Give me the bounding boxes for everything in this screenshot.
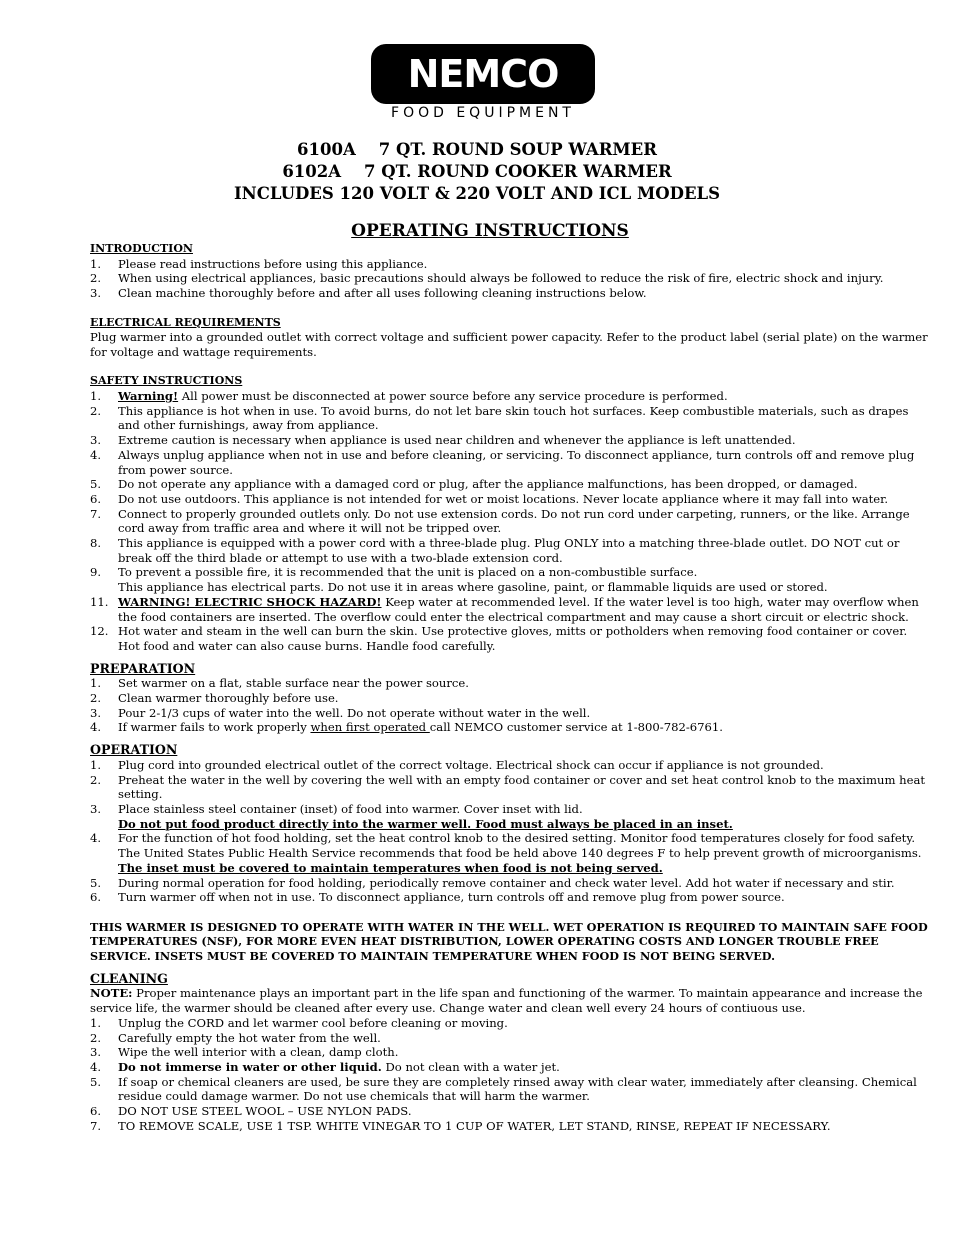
wet-operation-notice: THIS WARMER IS DESIGNED TO OPERATE WITH WATER IN THE WELL. WET OPERATION IS REQUIRED TO MAINTAIN SAFE FOOD TEMPERATURES (NSF), FOR MORE EVEN HEAT DISTRIBUTION, LOWER OPERATING COSTS AND LONGER TROUBLE FREE SERVICE. INSETS MUST BE COVERED TO MAINTAIN TEMPERATURE WHEN FOOD IS NOT BEING SERVED. bbox=[90, 919, 928, 963]
list-item: 6. Do not use outdoors. This appliance is not intended for wet or moist locations. Never locate appliance where it may fall into water. bbox=[90, 491, 889, 506]
list-item: 7. Connect to properly grounded outlets only. Do not use extension cords. Do not run cord under carpeting, runners, or the like. Arrange cord away from traffic area and where it will not be tripped over. bbox=[90, 506, 910, 536]
list-item: 3. Extreme caution is necessary when appliance is used near children and whenever the appliance is left unattended. bbox=[90, 433, 796, 448]
list-item: 2. Preheat the water in the well by covering the well with an empty food container or cover and set heat control knob to the maximum heat setting. bbox=[90, 772, 926, 802]
list-item: 11. WARNING! ELECTRIC SHOCK HAZARD! Keep water at recommended level. If the water level is too high, water may overflow when the food containers are inserted. The overflow could enter the electrical compartment and may cause a short circuit or electric shock. bbox=[90, 594, 919, 624]
page-heading: OPERATING INSTRUCTIONS bbox=[351, 221, 629, 241]
list-item: 1. Plug cord into grounded electrical outlet of the correct voltage. Electrical shock can occur if appliance is not grounded. bbox=[90, 757, 824, 772]
list-item: 2. This appliance is hot when in use. To avoid burns, do not let bare skin touch hot surfaces. Keep combustible materials, such as drapes and other furnishings, away from appliance. bbox=[90, 403, 909, 433]
list-item: 1. Please read instructions before using this appliance. bbox=[90, 256, 428, 271]
list-item: 3. Wipe the well interior with a clean, damp cloth. bbox=[90, 1045, 399, 1060]
introduction-heading: INTRODUCTION bbox=[90, 242, 193, 255]
safety-heading: SAFETY INSTRUCTIONS bbox=[90, 374, 243, 388]
list-item: 2. When using electrical appliances, basic precautions should always be followed to reduce the risk of fire, electric shock and injury. bbox=[90, 271, 884, 286]
safety-list bbox=[90, 389, 928, 654]
list-item: 8. This appliance is equipped with a power cord with a three-blade plug. Plug ONLY into a matching three-blade outlet. DO NOT cut or break off the third blade or attempt to use with a two-blade extension cord. bbox=[90, 536, 900, 565]
title-line-2: 6102A 7 QT. ROUND COOKER WARMER bbox=[282, 162, 672, 181]
list-item: 1. Set warmer on a flat, stable surface near the power source. bbox=[90, 676, 469, 691]
list-item: 5. During normal operation for food holding, periodically remove container and check water level. Add hot water if necessary and stir. bbox=[90, 875, 895, 890]
operation-heading: OPERATION bbox=[90, 742, 178, 758]
cleaning-note: NOTE: Proper maintenance plays an important part in the life span and functioning of the warmer. To maintain appearance and increase the service life, the warmer should be cleaned after every use. Change water and clean well every 24 hours of contiuous use. bbox=[90, 986, 923, 1016]
preparation-list bbox=[90, 676, 928, 735]
electrical-text: Plug warmer into a grounded outlet with correct voltage and sufficient power capacity. Refer to the product label (serial plate) on the warmer for voltage and wattage requirements. bbox=[90, 330, 928, 359]
preparation-heading: PREPARATION bbox=[90, 660, 196, 676]
list-item: 2. Clean warmer thoroughly before use. bbox=[90, 691, 339, 706]
document-body bbox=[90, 242, 928, 1133]
operation-list bbox=[90, 758, 928, 905]
introduction-list bbox=[90, 257, 928, 301]
list-item: 7. TO REMOVE SCALE, USE 1 TSP. WHITE VINEGAR TO 1 CUP OF WATER, LET STAND, RINSE, REPEAT IF NECESSARY. bbox=[90, 1118, 831, 1133]
list-item: 5. Do not operate any appliance with a damaged cord or plug, after the appliance malfunctions, has been dropped, or damaged. bbox=[90, 477, 858, 492]
list-item: 6. DO NOT USE STEEL WOOL – USE NYLON PADS. bbox=[90, 1104, 412, 1119]
list-item: 4. Always unplug appliance when not in use and before cleaning, or servicing. To disconnect appliance, turn controls off and remove plug from power source. bbox=[90, 447, 915, 477]
list-item: 4. If warmer fails to work properly when first operated call NEMCO customer service at 1-800-782-6761. bbox=[90, 720, 723, 735]
list-item: 9. To prevent a possible fire, it is recommended that the unit is placed on a non-combustible surface. This appliance has electrical parts. Do not use it in areas where gasoline, paint, or flammable liquids are used or stored. bbox=[90, 565, 828, 595]
list-item: 4. Do not immerse in water or other liquid. Do not clean with a water jet. bbox=[90, 1059, 560, 1074]
list-item: 3. Pour 2-1/3 cups of water into the well. Do not operate without water in the well. bbox=[90, 705, 591, 720]
cleaning-heading: CLEANING bbox=[90, 970, 168, 986]
list-item: 5. If soap or chemical cleaners are used, be sure they are completely rinsed away with clear water, immediately after cleansing. Chemical residue could damage warmer. Do not use chemicals that will harm the warmer. bbox=[90, 1074, 917, 1104]
logo-brand: NEMCO bbox=[407, 52, 559, 96]
list-item: 12. Hot water and steam in the well can burn the skin. Use protective gloves, mitts or potholders when removing food container or cover. Hot food and water can also cause burns. Handle food carefully. bbox=[90, 624, 908, 653]
cleaning-list bbox=[90, 1016, 928, 1134]
list-item: 4. For the function of hot food holding, set the heat control knob to the desired setting. Monitor food temperatures closely for food safety. The United States Public Health Service recommends that food be held above 140 degrees F to help prevent growth of microorganisms. The inset must be covered to maintain temperatures when food is not being served. bbox=[90, 831, 922, 875]
title-line-3: INCLUDES 120 VOLT & 220 VOLT AND ICL MODELS bbox=[233, 184, 721, 203]
title-line-1: 6100A 7 QT. ROUND SOUP WARMER bbox=[297, 140, 657, 159]
list-item: 3. Clean machine thoroughly before and after all uses following cleaning instructions below. bbox=[90, 286, 647, 301]
list-item: 6. Turn warmer off when not in use. To disconnect appliance, turn controls off and remove plug from power source. bbox=[90, 890, 785, 905]
list-item: 1. Unplug the CORD and let warmer cool before cleaning or moving. bbox=[90, 1015, 508, 1030]
list-item: 3. Place stainless steel container (inset) of food into warmer. Cover inset with lid. Do not put food product directly into the warmer well. Food must always be placed in an inset. bbox=[90, 801, 733, 831]
nemco-logo bbox=[371, 44, 595, 104]
list-item: 2. Carefully empty the hot water from the well. bbox=[90, 1030, 381, 1045]
logo-tagline: FOOD EQUIPMENT bbox=[391, 105, 575, 121]
list-item: 1. Warning! All power must be disconnected at power source before any service procedure is performed. bbox=[90, 389, 728, 403]
electrical-heading: ELECTRICAL REQUIREMENTS bbox=[90, 315, 281, 329]
